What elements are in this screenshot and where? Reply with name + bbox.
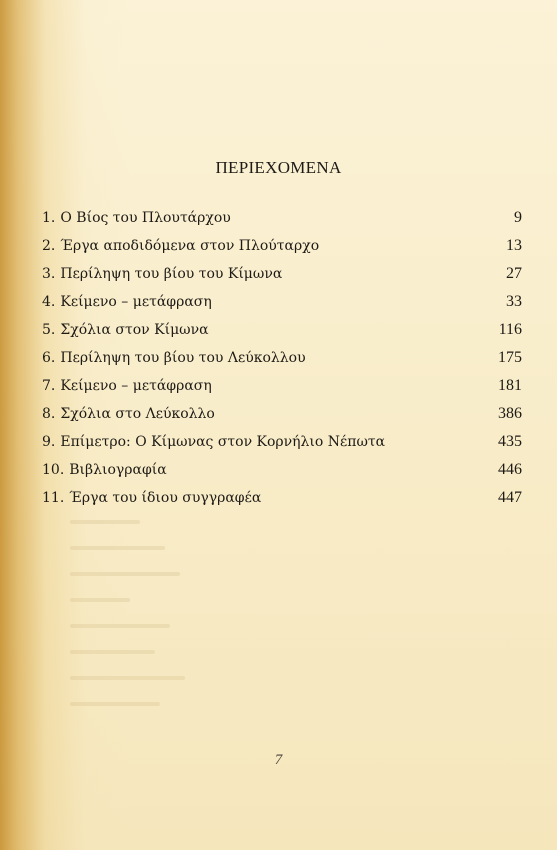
toc-entry-title: Ο Βίος του Πλουτάρχου (60, 210, 231, 226)
toc-entry-number: 1. (42, 210, 56, 226)
toc-entry-title: Σχόλια στον Κίμωνα (60, 322, 209, 338)
toc-entry (42, 489, 522, 517)
page-title: ΠΕΡΙΕΧΟΜΕΝΑ (215, 158, 342, 177)
toc-entry-title: Περίληψη του βίου του Κίμωνα (60, 266, 283, 282)
toc-entry-title: Περίληψη του βίου του Λεύκολλου (60, 350, 306, 366)
toc-entry (42, 461, 522, 489)
toc-entry-page: 13 (506, 237, 522, 254)
toc-entry-number: 11. (42, 490, 65, 506)
table-of-contents (42, 209, 522, 517)
toc-entry-title: Επίμετρο: Ο Κίμωνας στον Κορνήλιο Νέπωτα (60, 434, 386, 450)
toc-entry-page: 175 (498, 349, 522, 366)
toc-entry (42, 377, 522, 405)
toc-entry-page: 9 (514, 209, 522, 226)
toc-entry-number: 3. (42, 266, 56, 282)
toc-entry-title: Έργα του ίδιου συγγραφέα (69, 490, 262, 506)
toc-entry-number: 8. (42, 406, 56, 422)
toc-entry-page: 33 (506, 293, 522, 310)
toc-entry-page: 116 (498, 321, 522, 338)
toc-entry (42, 237, 522, 265)
toc-entry-page: 181 (498, 377, 522, 394)
toc-entry-page: 435 (498, 433, 522, 450)
toc-entry-number: 2. (42, 238, 56, 254)
toc-entry-page: 386 (498, 405, 522, 422)
toc-entry (42, 433, 522, 461)
toc-entry-number: 5. (42, 322, 56, 338)
toc-entry (42, 405, 522, 433)
toc-entry-title: Έργα αποδιδόμενα στον Πλούταρχο (60, 238, 320, 254)
toc-entry-number: 7. (42, 378, 56, 394)
toc-entry-page: 446 (498, 461, 522, 478)
toc-entry (42, 321, 522, 349)
toc-entry-number: 10. (42, 462, 65, 478)
toc-entry-page: 27 (506, 265, 522, 282)
toc-entry (42, 349, 522, 377)
toc-entry-title: Βιβλιογραφία (69, 462, 167, 478)
toc-entry (42, 209, 522, 237)
toc-entry (42, 293, 522, 321)
toc-entry-number: 9. (42, 434, 56, 450)
toc-entry-number: 6. (42, 350, 56, 366)
show-through-text (70, 520, 190, 728)
toc-entry-page: 447 (498, 489, 522, 506)
toc-entry-title: Κείμενο – μετάφραση (60, 378, 212, 394)
toc-entry-title: Σχόλια στο Λεύκολλο (60, 406, 215, 422)
page-number: 7 (274, 752, 283, 768)
toc-entry (42, 265, 522, 293)
toc-entry-number: 4. (42, 294, 56, 310)
toc-entry-title: Κείμενο – μετάφραση (60, 294, 212, 310)
